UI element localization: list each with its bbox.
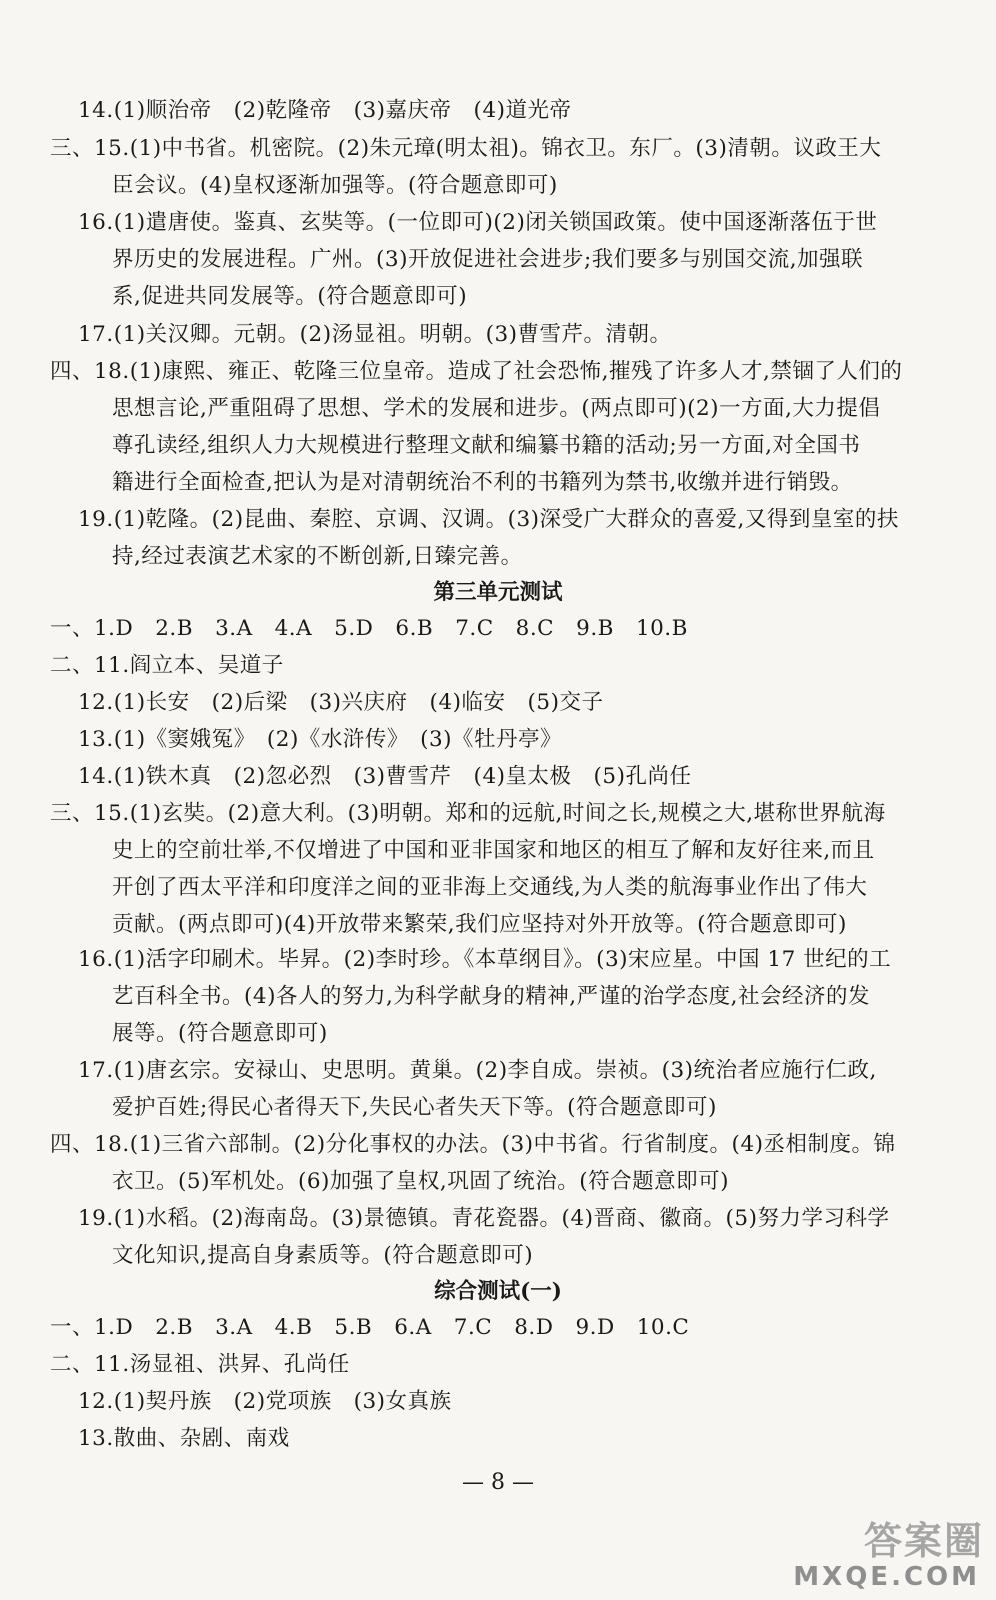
section-title: 综合测试(一) [434,1279,562,1304]
answer-line: 19.(1)乾隆。(2)昆曲、秦腔、京调、汉调。(3)深受广大群众的喜爱,又得到皇室的扶 [78,507,899,532]
answer-line: 文化知识,提高自身素质等。(符合题意即可) [112,1243,534,1268]
answer-line: 爱护百姓;得民心者得天下,失民心者失天下等。(符合题意即可) [112,1095,717,1120]
answer-line: 17.(1)唐玄宗。安禄山、史思明。黄巢。(2)李自成。崇祯。(3)统治者应施行仁政, [78,1058,877,1083]
watermark-logo [793,1510,988,1594]
answer-line: 持,经过表演艺术家的不断创新,日臻完善。 [112,544,523,569]
answer-line: 二、11.汤显祖、洪昇、孔尚任 [50,1352,350,1377]
answer-line: 一、1.D 2.B 3.A 4.B 5.B 6.A 7.C 8.D 9.D 10.C [50,1315,690,1340]
answer-line: 臣会议。(4)皇权逐渐加强等。(符合题意即可) [112,173,558,198]
answer-line: 思想言论,严重阻碍了思想、学术的发展和进步。(两点即可)(2)一方面,大力提倡 [112,396,881,421]
answer-line: 开创了西太平洋和印度洋之间的亚非海上交通线,为人类的航海事业作出了伟大 [112,875,868,900]
answer-line: 三、15.(1)中书省。机密院。(2)朱元璋(明太祖)。锦衣卫。东厂。(3)清朝。议政王大 [50,136,882,161]
answer-line: 14.(1)铁木真 (2)忽必烈 (3)曹雪芹 (4)皇太极 (5)孔尚任 [78,764,692,789]
answer-line: 12.(1)契丹族 (2)党项族 (3)女真族 [78,1389,452,1414]
answer-line: 尊孔读经,组织人力大规模进行整理文献和编纂书籍的活动;另一方面,对全国书 [112,433,861,458]
answer-line: 四、18.(1)康熙、雍正、乾隆三位皇帝。造成了社会恐怖,摧残了许多人才,禁锢了人们的 [50,359,903,384]
answer-line: 13.散曲、杂剧、南戏 [78,1426,290,1451]
answer-line: 17.(1)关汉卿。元朝。(2)汤显祖。明朝。(3)曹雪芹。清朝。 [78,322,672,347]
page-number: — 8 — [462,1470,534,1495]
section-title: 第三单元测试 [433,580,563,605]
answer-line: 16.(1)遣唐使。鉴真、玄奘等。(一位即可)(2)闭关锁国政策。使中国逐渐落伍于世 [78,210,878,235]
answer-line: 界历史的发展进程。广州。(3)开放促进社会进步;我们要多与别国交流,加强联 [112,247,864,272]
answer-line: 展等。(符合题意即可) [112,1021,328,1046]
answer-line: 一、1.D 2.B 3.A 4.A 5.D 6.B 7.C 8.C 9.B 10.B [50,616,688,641]
answer-line: 14.(1)顺治帝 (2)乾隆帝 (3)嘉庆帝 (4)道光帝 [78,98,572,123]
answer-line: 19.(1)水稻。(2)海南岛。(3)景德镇。青花瓷器。(4)晋商、徽商。(5)努力学习科学 [78,1206,890,1231]
answer-line: 12.(1)长安 (2)后梁 (3)兴庆府 (4)临安 (5)交子 [78,690,604,715]
watermark-domain: MXQE.COM [793,1562,980,1592]
answer-line: 13.(1)《窦娥冤》 (2)《水浒传》 (3)《牡丹亭》 [78,727,563,752]
answer-line: 二、11.阎立本、吴道子 [50,653,284,678]
answer-line: 艺百科全书。(4)各人的努力,为科学献身的精神,严谨的治学态度,社会经济的发 [112,984,870,1009]
answer-line: 系,促进共同发展等。(符合题意即可) [112,284,468,309]
watermark-text: 答案圈 [863,1519,984,1563]
answer-line: 四、18.(1)三省六部制。(2)分化事权的办法。(3)中书省。行省制度。(4)丞相制度。锦 [50,1132,896,1157]
answer-line: 三、15.(1)玄奘。(2)意大利。(3)明朝。郑和的远航,时间之长,规模之大,堪称世界航海 [50,801,886,826]
answer-line: 衣卫。(5)军机处。(6)加强了皇权,巩固了统治。(符合题意即可) [112,1169,730,1194]
answer-line: 贡献。(两点即可)(4)开放带来繁荣,我们应坚持对外开放等。(符合题意即可) [112,912,847,937]
answer-line: 史上的空前壮举,不仅增进了中国和亚非国家和地区的相互了解和友好往来,而且 [112,838,875,863]
answer-line: 籍进行全面检查,把认为是对清朝统治不利的书籍列为禁书,收缴并进行销毁。 [112,470,853,495]
answer-line: 16.(1)活字印刷术。毕昇。(2)李时珍。《本草纲目》。(3)宋应星。中国 17 世纪的工 [78,947,892,972]
